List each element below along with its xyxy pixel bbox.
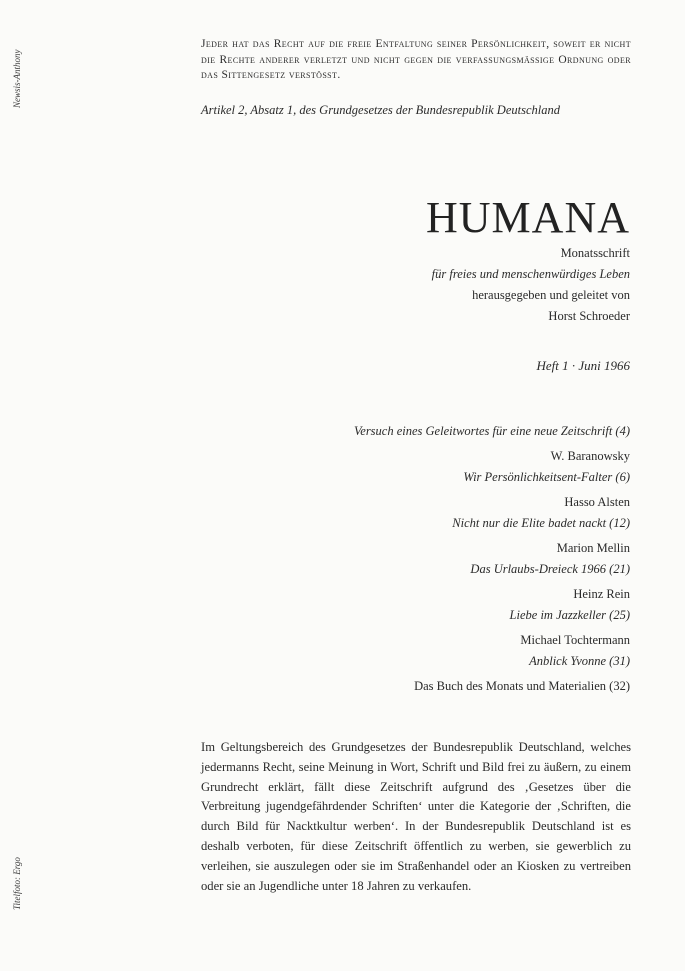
- toc-title: Wir Persönlichkeitsent-Falter (6): [463, 470, 630, 484]
- masthead-type: Monatsschrift: [560, 246, 630, 260]
- cover-photo-credit: Titelfoto: Ergo: [12, 857, 22, 910]
- masthead-tagline: für freies und menschenwürdiges Leben: [431, 267, 630, 281]
- toc-author: Michael Tochtermann: [520, 632, 630, 647]
- toc-closing: Das Buch des Monats und Materialien (32): [414, 678, 630, 693]
- masthead-editor-note: herausgegeben und geleitet von: [472, 288, 630, 302]
- toc-item: [210, 538, 630, 581]
- toc-author: Hasso Alsten: [564, 494, 630, 509]
- masthead-editor: Horst Schroeder: [548, 309, 630, 323]
- toc-item: [210, 446, 630, 489]
- toc-title: Das Urlaubs-Dreieck 1966 (21): [470, 562, 630, 576]
- toc-item: [210, 584, 630, 627]
- toc-title: Anblick Yvonne (31): [529, 654, 630, 668]
- toc-author: W. Baranowsky: [550, 448, 630, 463]
- toc-intro: Versuch eines Geleitwortes für eine neue Zeitschrift (4): [354, 424, 630, 438]
- toc-title: Liebe im Jazzkeller (25): [509, 608, 630, 622]
- constitution-quote: Jeder hat das Recht auf die freie Entfaltung seiner Persönlichkeit, soweit er nicht die Rechte anderer verletzt und nicht gegen die verfassungsmässige Ordnung oder das Sittengesetz verstösst.: [201, 38, 631, 81]
- table-of-contents: [210, 421, 630, 697]
- quote-source: Artikel 2, Absatz 1, des Grundgesetzes der Bundesrepublik Deutschland: [201, 103, 560, 117]
- issue-info: Heft 1 · Juni 1966: [536, 358, 630, 373]
- toc-author: Heinz Rein: [573, 586, 630, 601]
- toc-item: [210, 630, 630, 673]
- masthead: [426, 193, 630, 327]
- photo-credit-top: Newsis-Anthony: [12, 49, 22, 108]
- toc-title: Nicht nur die Elite badet nackt (12): [452, 516, 630, 530]
- legal-notice: Im Geltungsbereich des Grundgesetzes der Bundesrepublik Deutschland, welches jedermanns Recht, seine Meinung in Wort, Schrift und Bild frei zu äußern, zu einem Grundrecht erklärt, fällt diese Zeitschrift aufgrund des ‚Gesetzes über die Verbreitung jugendgefährdender Schriften‘ unter die Kategorie der ‚Schriften, die durch Bild für Nacktkultur werben‘. In der Bundesrepublik Deutschland ist es deshalb verboten, für diese Zeitschrift öffentlich zu werben, sie gewerblich zu verleihen, sie auszulegen oder sie im Straßenhandel oder an Kiosken zu vertreiben oder sie an Jugendliche unter 18 Jahren zu verkaufen.: [201, 740, 631, 893]
- toc-item: [210, 492, 630, 535]
- magazine-title: HUMANA: [426, 193, 630, 242]
- toc-author: Marion Mellin: [556, 540, 630, 555]
